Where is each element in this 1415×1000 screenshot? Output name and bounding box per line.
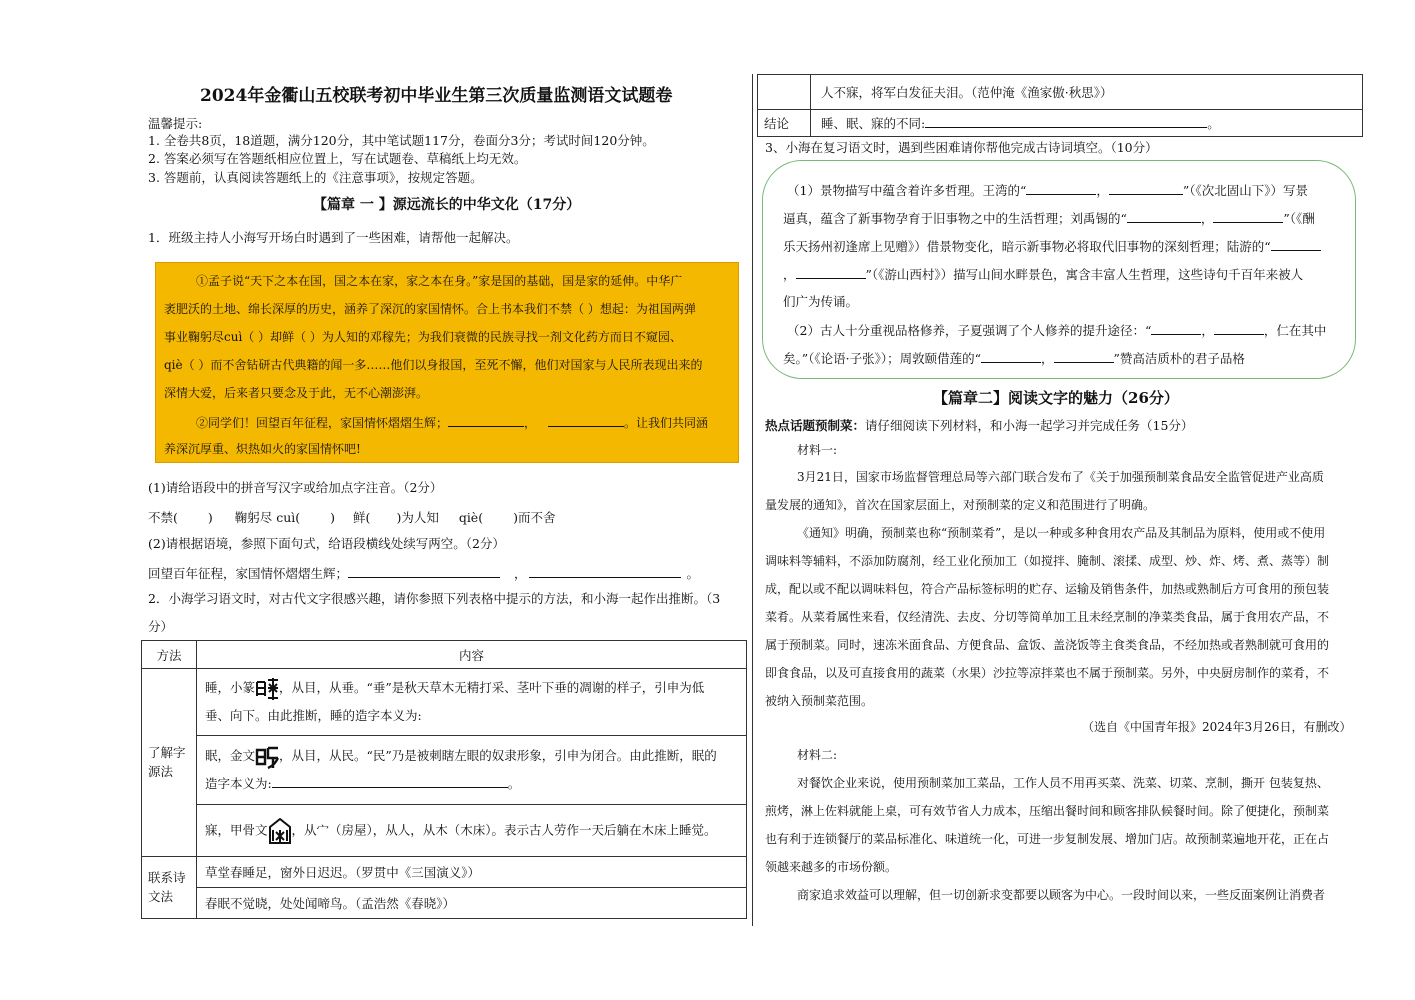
passage-line: 深情大爱，后来者只要念及于此，无不心潮澎湃。 xyxy=(164,386,429,400)
poetry-line-4: ， ”（《游山西村》）描写山间水畔景色，寓含丰富人生哲理，这些诗句千百年来被人 xyxy=(783,267,1304,282)
conclusion-label: 结论 xyxy=(758,110,811,137)
row-sleep-mei: 寐，甲骨文 ，从宀（房屋），从人，从木（木床）。表示古人劳作一天后躺在木床上睡觉。 xyxy=(197,805,747,857)
bronze-script-mian-icon xyxy=(255,744,279,770)
column-divider xyxy=(752,74,753,926)
sub-question-1: (1)请给语段中的拼音写汉字或给加点字注音。（2分） xyxy=(148,480,443,495)
paragraph-line: 量发展的通知》，首次在国家层面上，对预制菜的定义和范围进行了明确。 xyxy=(765,498,1156,512)
paragraph-line: 3月21日，国家市场监督管理总局等六部门联合发布了《关于加强预制菜食品安全监管促进产业高质 xyxy=(797,470,1324,484)
paragraph-line: 即食食品，以及可直接食用的蔬菜（水果）沙拉等凉拌菜也不属于预制菜。另外，中央厨房制作的菜肴，不 xyxy=(765,666,1330,680)
paragraph-line: 对餐饮企业来说，使用预制菜加工菜品，工作人员不用再买菜、洗菜、切菜、烹制，撕开 包装复热、 xyxy=(797,776,1329,790)
table-header-method: 方法 xyxy=(142,641,197,669)
poetry-line-7: 矣。”（《论语·子张》）；周敦颐借莲的“ ， ”赞高洁质朴的君子品格 xyxy=(783,351,1245,366)
page-title: 2024年金衢山五校联考初中毕业生第三次质量监测语文试题卷 xyxy=(200,86,673,106)
blank-line[interactable] xyxy=(529,565,681,578)
chapter2-heading: 【篇章二】阅读文字的魅力（26分） xyxy=(933,389,1179,407)
row-poem-1: 草堂春睡足，窗外日迟迟。（罗贯中《三国演义》） xyxy=(197,857,747,888)
question-2-cont: 分） xyxy=(148,619,174,634)
poetry-line-5: 们广为传诵。 xyxy=(783,294,859,309)
question-3: 3、小海在复习语文时，遇到些困难请你帮他完成古诗词填空。（10分） xyxy=(765,140,1158,155)
poetry-line-1: （1）景物描写中蕴含着许多哲理。王湾的“ ， ”（《次北固山下》）写景 xyxy=(787,183,1309,198)
passage-line-6: ②同学们！回望百年征程，家国情怀熠熠生辉； ， 。让我们共同涵 xyxy=(196,416,709,430)
continued-table xyxy=(757,74,1363,137)
question-2: 2．小海学习语文时，对古代文字很感兴趣，请你参照下列表格中提示的方法，和小海一起作出推断。（3 xyxy=(148,591,721,606)
sub-question-2-answer: 回望百年征程，家国情怀熠熠生辉； ， 。 xyxy=(148,566,700,581)
passage-line: ①孟子说“天下之本在国，国之本在家，家之本在身。”家是国的基础，国是家的延伸。中华广 xyxy=(196,274,683,288)
row-poem-2: 春眠不觉晓，处处闻啼鸟。（孟浩然《春晓》） xyxy=(197,888,747,919)
poetry-line-6: （2）古人十分重视品格修养，子夏强调了个人修养的提升途径：“ ， ，仁在其中 xyxy=(787,323,1327,338)
source-citation: （选自《中国青年报》2024年3月26日，有删改） xyxy=(1082,720,1352,734)
row-poem-3: 人不寐，将军白发征夫泪。（范仲淹《渔家傲·秋思》） xyxy=(811,75,1363,110)
etymology-table xyxy=(141,640,747,919)
question-1: 1．班级主持人小海写开场白时遇到了一些困难，请帮他一起解决。 xyxy=(148,230,519,245)
pinyin-answers: 不禁( ) 鞠躬尽 cuì( ) 鲜( )为人知 qiè( )而不舍 xyxy=(148,510,556,525)
blank-line[interactable] xyxy=(981,350,1041,363)
passage-line: 事业鞠躬尽cuì（ ）却鲜（ ）为人知的邓稼先；为我们衰微的民族寻找一剂文化药方而日不窥园、 xyxy=(164,330,682,344)
method-cell-poetry: 联系诗文法 xyxy=(142,857,197,919)
passage-line: 养深沉厚重、炽热如火的家国情怀吧! xyxy=(164,442,361,456)
blank-line[interactable] xyxy=(448,414,524,427)
tip-3: 3. 答题前，认真阅读答题纸上的《注意事项》，按规定答题。 xyxy=(148,170,483,185)
sub-question-2: (2)请根据语境，参照下面句式，给语段横线处续写两空。（2分） xyxy=(148,536,505,551)
blank-line[interactable] xyxy=(548,414,624,427)
paragraph-line: 《通知》明确，预制菜也称“预制菜肴”，是以一种或多种食用农产品及其制品为原料，使用或不使用 xyxy=(797,526,1326,540)
oracle-bone-mei-icon xyxy=(268,818,292,844)
tips-heading: 温馨提示: xyxy=(148,116,203,131)
table-header-content: 内容 xyxy=(197,641,747,669)
row-sleep-mian: 眠，金文 ，从目，从民。“民”乃是被刺瞎左眼的奴隶形象，引申为闭合。由此推断，眠的 造字本义为: 。 xyxy=(197,736,747,805)
blank-line[interactable] xyxy=(1127,210,1201,223)
passage-box xyxy=(155,262,739,463)
paragraph-line: 属于预制菜。同时，速冻米面食品、方便食品、盒饭、盖浇饭等主食类食品，不经加热或者熟制就可食用的 xyxy=(765,638,1330,652)
blank-line[interactable] xyxy=(348,565,500,578)
blank-line[interactable] xyxy=(272,775,508,788)
paragraph-line: 煎烤，淋上佐料就能上桌，可有效节省人力成本，压缩出餐时间和顾客排队候餐时间。除了便捷化，预制菜 xyxy=(765,804,1330,818)
blank-line[interactable] xyxy=(925,115,1207,128)
blank-line[interactable] xyxy=(1271,238,1321,251)
material-1-label: 材料一: xyxy=(797,443,838,457)
paragraph-line: 被纳入预制菜范围。 xyxy=(765,694,874,708)
tip-2: 2. 答案必须写在答题纸相应位置上，写在试题卷、草稿纸上均无效。 xyxy=(148,151,527,166)
blank-line[interactable] xyxy=(1214,322,1264,335)
blank-line[interactable] xyxy=(796,266,866,279)
paragraph-line: 商家追求效益可以理解，但一切创新求变都要以顾客为中心。一段时间以来，一些反面案例让消费者 xyxy=(797,888,1326,902)
material-2-label: 材料二: xyxy=(797,748,838,762)
poetry-line-2: 逼真，蕴含了新事物孕育于旧事物之中的生活哲理；刘禹锡的“ ， ”（《酬 xyxy=(783,211,1315,226)
blank-line[interactable] xyxy=(1213,210,1283,223)
paragraph-line: 领越来越多的市场份额。 xyxy=(765,860,898,874)
paragraph-line: 调味料等辅料，不添加防腐剂，经工业化预加工（如搅拌、腌制、滚揉、成型、炒、炸、烤、煮、蒸等）制 xyxy=(765,554,1330,568)
conclusion-row: 睡、眠、寐的不同: 。 xyxy=(811,110,1363,137)
hot-topic-intro: 热点话题预制菜：请仔细阅读下列材料，和小海一起学习并完成任务（15分） xyxy=(765,418,1194,433)
chapter1-heading: 【篇章 一 】源远流长的中华文化（17分） xyxy=(313,197,581,213)
paragraph-line: 成，配以或不配以调味料包，符合产品标签标明的贮存、运输及销售条件，加热或熟制后方可食用的预包装 xyxy=(765,582,1330,596)
row-sleep-shui: 睡，小篆 ，从目，从垂。“垂”是秋天草木无精打采、茎叶下垂的凋谢的样子，引申为低 垂、向下。由此推断，睡的造字本义为: xyxy=(197,669,747,736)
tip-1: 1. 全卷共8页，18道题，满分120分，其中笔试题117分，卷面分3分；考试时间120分钟。 xyxy=(148,133,655,148)
passage-line: qiè（ ）而不舍钻研古代典籍的闻一多……他们以身报国，至死不懈，他们对国家与人民所表现出来的 xyxy=(164,358,703,372)
passage-line: 袤肥沃的土地、绵长深厚的历史，涵养了深沉的家国情怀。合上书本我们不禁（ ）想起：为祖国两弹 xyxy=(164,302,696,316)
paragraph-line: 菜肴。从菜肴属性来看，仅经清洗、去皮、分切等简单加工且未经烹制的净菜类食品，属于食用农产品，不 xyxy=(765,610,1330,624)
seal-script-shui-icon xyxy=(255,676,279,702)
method-cell-etymology: 了解字源法 xyxy=(142,669,197,857)
paragraph-line: 也有利于连锁餐厅的菜品标准化、味道统一化，可进一步复制发展、增加门店。故预制菜遍地开花，正在占 xyxy=(765,832,1330,846)
empty-method-cell xyxy=(758,75,811,110)
blank-line[interactable] xyxy=(1109,182,1183,195)
poetry-line-3: 乐天扬州初逢席上见赠》）借景物变化，暗示新事物必将取代旧事物的深刻哲理；陆游的“ xyxy=(783,238,1321,254)
blank-line[interactable] xyxy=(1054,350,1114,363)
blank-line[interactable] xyxy=(1026,182,1096,195)
blank-line[interactable] xyxy=(1151,322,1201,335)
poetry-fill-box xyxy=(762,160,1356,379)
